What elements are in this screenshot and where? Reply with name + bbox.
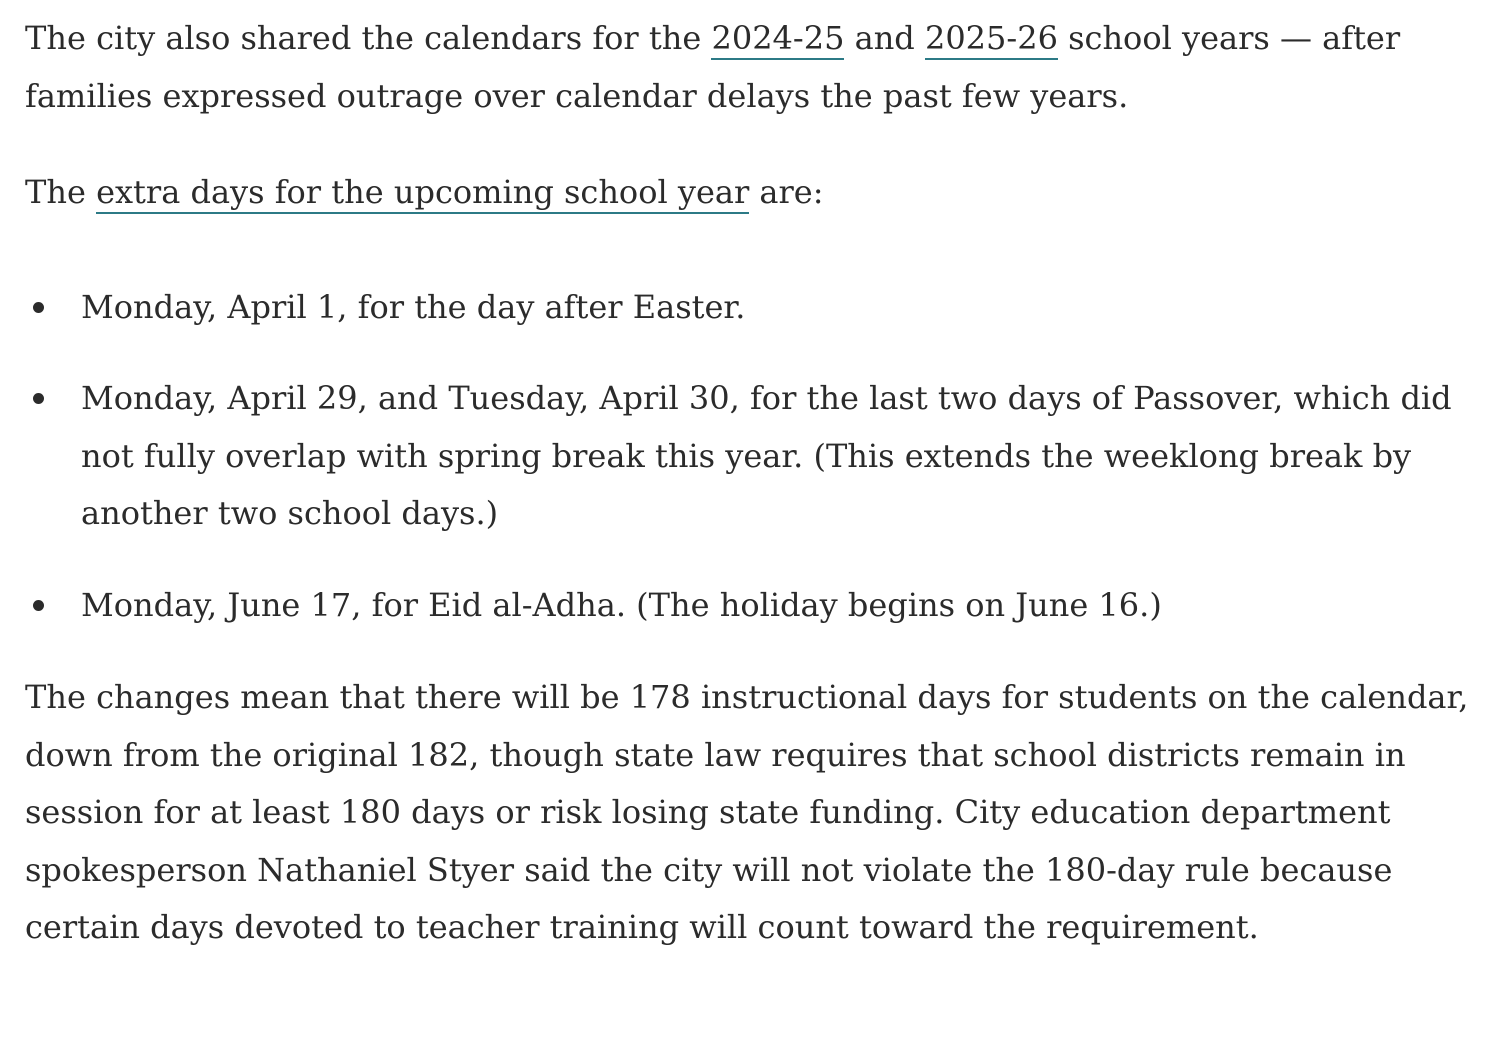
bullet-icon (33, 302, 44, 313)
list-item (25, 577, 1475, 635)
bullet-icon (33, 600, 44, 611)
lead-text-1: The (25, 173, 97, 211)
list-item (25, 370, 1475, 543)
intro-paragraph (25, 10, 1475, 125)
bullet-icon (33, 393, 44, 404)
lead-paragraph (25, 164, 1475, 222)
list-item-text: Monday, April 29, and Tuesday, April 30, for the last two days of Passover, which did not fully overlap with spring break this year. (This extends the weeklong break by another two school days.) (81, 379, 1452, 532)
extra-days-list (25, 279, 1475, 635)
intro-text-2: and (844, 19, 925, 57)
calendar-2024-25-link[interactable]: 2024-25 (711, 19, 844, 60)
intro-text-3: school years — after families expressed outrage over calendar delays the past few years. (25, 19, 1401, 115)
extra-days-link[interactable]: extra days for the upcoming school year (96, 173, 749, 214)
list-item-text: Monday, June 17, for Eid al-Adha. (The holiday begins on June 16.) (81, 585, 1162, 624)
intro-text-1: The city also shared the calendars for the (25, 19, 712, 57)
list-item (25, 279, 1475, 337)
closing-paragraph: The changes mean that there will be 178 instructional days for students on the calendar, down from the original 182, though state law requires that school districts remain in session for at least 180 days or risk losing state funding. City education department spokesperson Nathaniel Styer said the city will not violate the 180-day rule because certain days devoted to teacher training will count toward the requirement. (25, 678, 1469, 946)
calendar-2025-26-link[interactable]: 2025-26 (925, 19, 1058, 60)
article-body (25, 10, 1475, 957)
lead-text-2: are: (749, 173, 824, 211)
list-item-text: Monday, April 1, for the day after Easter. (81, 287, 746, 326)
